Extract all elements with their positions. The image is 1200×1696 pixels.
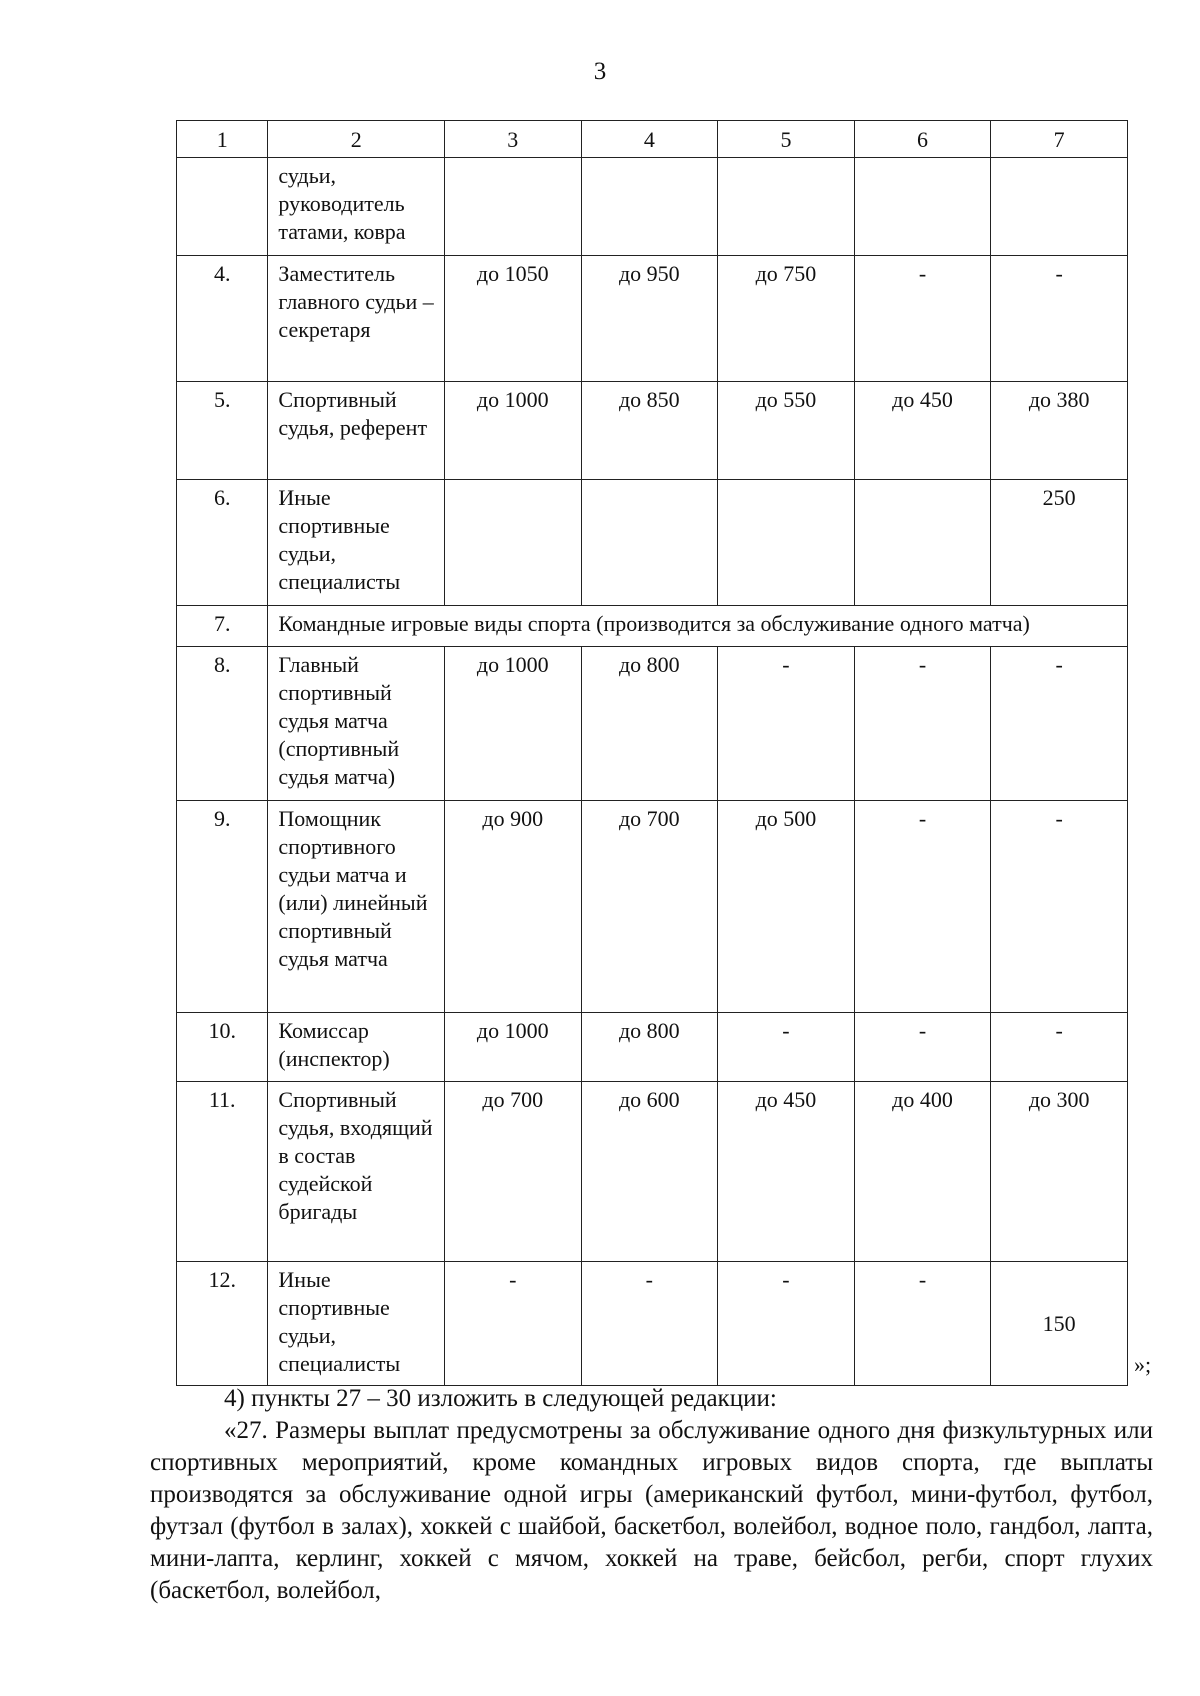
closing-quote-mark: »;	[1134, 1352, 1152, 1377]
row-value: -	[718, 647, 855, 801]
row-value	[854, 158, 991, 256]
row-number	[177, 158, 268, 256]
row-value: -	[991, 801, 1128, 1013]
row-value: -	[854, 801, 991, 1013]
row-value: до 800	[581, 1013, 718, 1082]
table-row	[177, 480, 1128, 606]
row-name: Иные спортивные судьи, специалисты	[268, 480, 445, 606]
row-value	[991, 158, 1128, 256]
row-value: -	[718, 1013, 855, 1082]
row-value: до 500	[718, 801, 855, 1013]
row-value: до 450	[854, 382, 991, 480]
row-value: 150	[991, 1262, 1128, 1386]
row-name: Заместитель главного судьи – секретаря	[268, 256, 445, 382]
row-name: Спортивный судья, референт	[268, 382, 445, 480]
row-name: судьи, руководитель татами, ковра	[268, 158, 445, 256]
row-value: до 380	[991, 382, 1128, 480]
row-value: до 550	[718, 382, 855, 480]
row-value: до 1050	[444, 256, 581, 382]
header-cell: 6	[854, 121, 991, 158]
section-title: Командные игровые виды спорта (производится за обслуживание одного матча)	[268, 606, 1128, 647]
row-number: 7.	[177, 606, 268, 647]
row-value: до 400	[854, 1082, 991, 1262]
row-value: до 800	[581, 647, 718, 801]
header-cell: 3	[444, 121, 581, 158]
header-cell: 1	[177, 121, 268, 158]
row-value: до 1000	[444, 1013, 581, 1082]
row-number: 6.	[177, 480, 268, 606]
table-section-row	[177, 606, 1128, 647]
paragraph-27: «27. Размеры выплат предусмотрены за обслуживание одного дня физкультурных или спортивных мероприятий, кроме командных игровых видов спорта, где выплаты производятся за обслуживание одной игры (американский футбол, мини-футбол, футбол, футзал (футбол в залах), хоккей с шайбой, баскетбол, волейбол, водное поло, гандбол, лапта, мини-лапта, керлинг, хоккей с мячом, хоккей на траве, бейсбол, регби, спорт глухих (баскетбол, волейбол,	[150, 1417, 1153, 1604]
page-number: 3	[593, 58, 607, 85]
row-value: до 750	[718, 256, 855, 382]
row-value: до 300	[991, 1082, 1128, 1262]
row-value	[444, 158, 581, 256]
row-number: 11.	[177, 1082, 268, 1262]
header-cell: 4	[581, 121, 718, 158]
body-text	[150, 1383, 1153, 1607]
row-value	[444, 480, 581, 606]
row-number: 9.	[177, 801, 268, 1013]
row-value: до 850	[581, 382, 718, 480]
table-row	[177, 801, 1128, 1013]
row-value: до 1000	[444, 647, 581, 801]
row-value: до 1000	[444, 382, 581, 480]
row-value: до 450	[718, 1082, 855, 1262]
row-value: до 900	[444, 801, 581, 1013]
row-value: -	[581, 1262, 718, 1386]
row-value	[581, 158, 718, 256]
table-row	[177, 158, 1128, 256]
table-row	[177, 647, 1128, 801]
row-value	[718, 158, 855, 256]
table-row	[177, 1082, 1128, 1262]
row-number: 8.	[177, 647, 268, 801]
header-cell: 5	[718, 121, 855, 158]
paragraph-amendment: 4) пункты 27 – 30 изложить в следующей редакции:	[224, 1385, 777, 1412]
row-value: до 950	[581, 256, 718, 382]
row-value	[854, 480, 991, 606]
table-row	[177, 1262, 1128, 1386]
row-number: 4.	[177, 256, 268, 382]
row-value: до 700	[444, 1082, 581, 1262]
row-value: -	[854, 1262, 991, 1386]
row-value: -	[854, 1013, 991, 1082]
row-name: Иные спортивные судьи, специалисты	[268, 1262, 445, 1386]
row-value: -	[854, 647, 991, 801]
row-name: Спортивный судья, входящий в состав судейской бригады	[268, 1082, 445, 1262]
row-value: -	[444, 1262, 581, 1386]
row-number: 10.	[177, 1013, 268, 1082]
header-cell: 7	[991, 121, 1128, 158]
row-name: Комиссар (инспектор)	[268, 1013, 445, 1082]
row-value: 250	[991, 480, 1128, 606]
row-number: 5.	[177, 382, 268, 480]
row-value: -	[991, 256, 1128, 382]
row-value: -	[991, 647, 1128, 801]
row-value	[718, 480, 855, 606]
row-name: Главный спортивный судья матча (спортивный судья матча)	[268, 647, 445, 801]
row-value: -	[991, 1013, 1128, 1082]
table-header-row	[177, 121, 1128, 158]
row-value	[581, 480, 718, 606]
table-row	[177, 256, 1128, 382]
row-value: -	[718, 1262, 855, 1386]
table-row	[177, 1013, 1128, 1082]
row-value: до 600	[581, 1082, 718, 1262]
table-row	[177, 382, 1128, 480]
row-name: Помощник спортивного судьи матча и (или) линейный спортивный судья матча	[268, 801, 445, 1013]
row-value: -	[854, 256, 991, 382]
header-cell: 2	[268, 121, 445, 158]
payment-table	[176, 120, 1128, 1386]
row-number: 12.	[177, 1262, 268, 1386]
row-value: до 700	[581, 801, 718, 1013]
